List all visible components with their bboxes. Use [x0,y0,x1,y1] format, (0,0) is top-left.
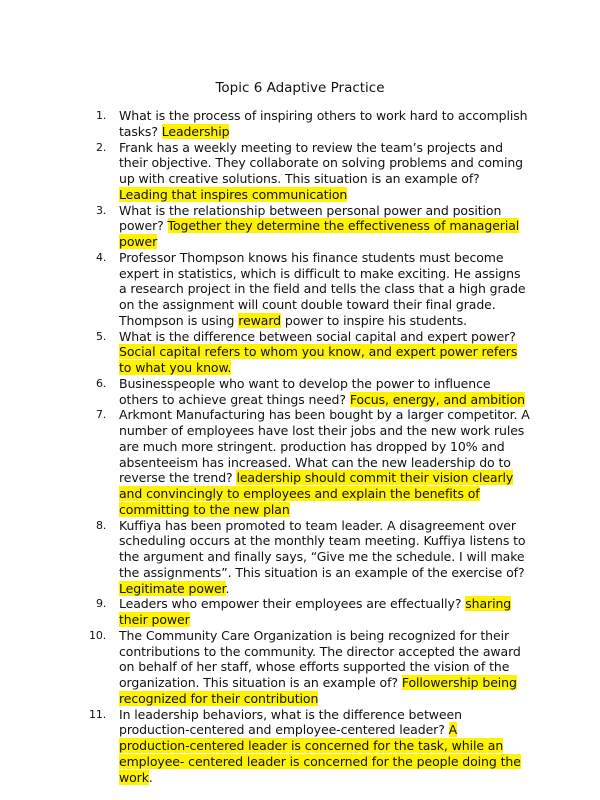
question-text: Businesspeople who want to develop the power to influence others to achieve great things need? [119,375,491,407]
highlighted-answer: reward [238,312,281,328]
question-item [0,628,531,707]
question-item [0,108,531,140]
question-text: What is the relationship between personal power and position power? [119,202,502,234]
question-text: Leaders who empower their employees are effectually? [119,596,466,612]
question-text: The Community Care Organization is being recognized for their contributions to the community. The director accepted the award on behalf of her staff, whose efforts supported the vision of the organization. This situation is an example of? [119,627,521,690]
question-number: 6. [96,376,107,390]
question-item [0,329,531,376]
highlighted-answer: Together they determine the effectiveness of managerial power [119,218,520,249]
question-number: 3. [96,203,107,217]
question-item [0,250,531,329]
answer-suffix: . [148,769,153,785]
question-number: 10. [89,628,107,642]
question-text: Professor Thompson knows his finance students must become expert in statistics, which is difficult to make exciting. He assigns a research project in the field and tells the class that a high grade on the assignment will count double toward their final grade. Thompson is using [119,249,526,328]
highlighted-answer: Leading that inspires communication [119,186,348,202]
question-item [0,707,531,786]
highlighted-answer: Legitimate power [119,580,226,596]
answer-suffix: power to inspire his students. [280,312,467,328]
question-number: 11. [89,707,107,721]
question-text: Arkmont Manufacturing has been bought by a larger competitor. A number of employees have lost their jobs and the new work rules are much more stringent. production has dropped by 10% and absenteeism has increased. What can the new leadership do to reverse the trend? [119,407,530,486]
highlighted-answer: sharing their power [119,596,512,627]
question-item [0,407,531,517]
page-title: Topic 6 Adaptive Practice [215,80,385,96]
question-text: What is the process of inspiring others to work hard to accomplish tasks? [119,108,528,139]
question-item [0,376,531,408]
question-text: In leadership behaviors, what is the difference between production-centered and employee-centered leader? [119,706,462,738]
question-item [0,203,531,250]
question-item [0,518,531,597]
highlighted-answer: Followership being recognized for their contribution [119,675,517,706]
question-text: Kuffiya has been promoted to team leader. A disagreement over scheduling occurs at the monthly team meeting. Kuffiya listens to the argument and finally says, “Give me the schedule. I will make the assignments”. This situation is an example of the exercise of? [119,517,526,580]
question-text: Frank has a weekly meeting to review the team’s projects and their objective. They collaborate on solving problems and coming up with creative solutions. This situation is an example of? [119,139,524,186]
question-number: 2. [96,140,107,154]
question-number: 8. [96,518,107,532]
question-item [0,140,531,203]
highlighted-answer: Focus, energy, and ambition [349,391,525,407]
question-number: 1. [96,109,107,122]
question-number: 4. [96,250,107,264]
highlighted-answer: A production-centered leader is concerned for the task, while an employee- centered leader is concerned for the people doing the work [119,722,521,785]
question-number: 7. [96,408,107,422]
question-number: 5. [96,329,107,343]
question-item [0,596,531,628]
answer-suffix: . [225,580,230,596]
highlighted-answer: Leadership [161,123,230,139]
highlighted-answer: leadership should commit their vision clearly and convincingly to employees and explain the benefits of committing to the new plan [119,470,514,517]
question-number: 9. [96,597,107,611]
highlighted-answer: Social capital refers to whom you know, and expert power refers to what you know. [119,344,518,375]
question-text: What is the difference between social capital and expert power? [119,328,516,344]
question-list [0,108,600,785]
